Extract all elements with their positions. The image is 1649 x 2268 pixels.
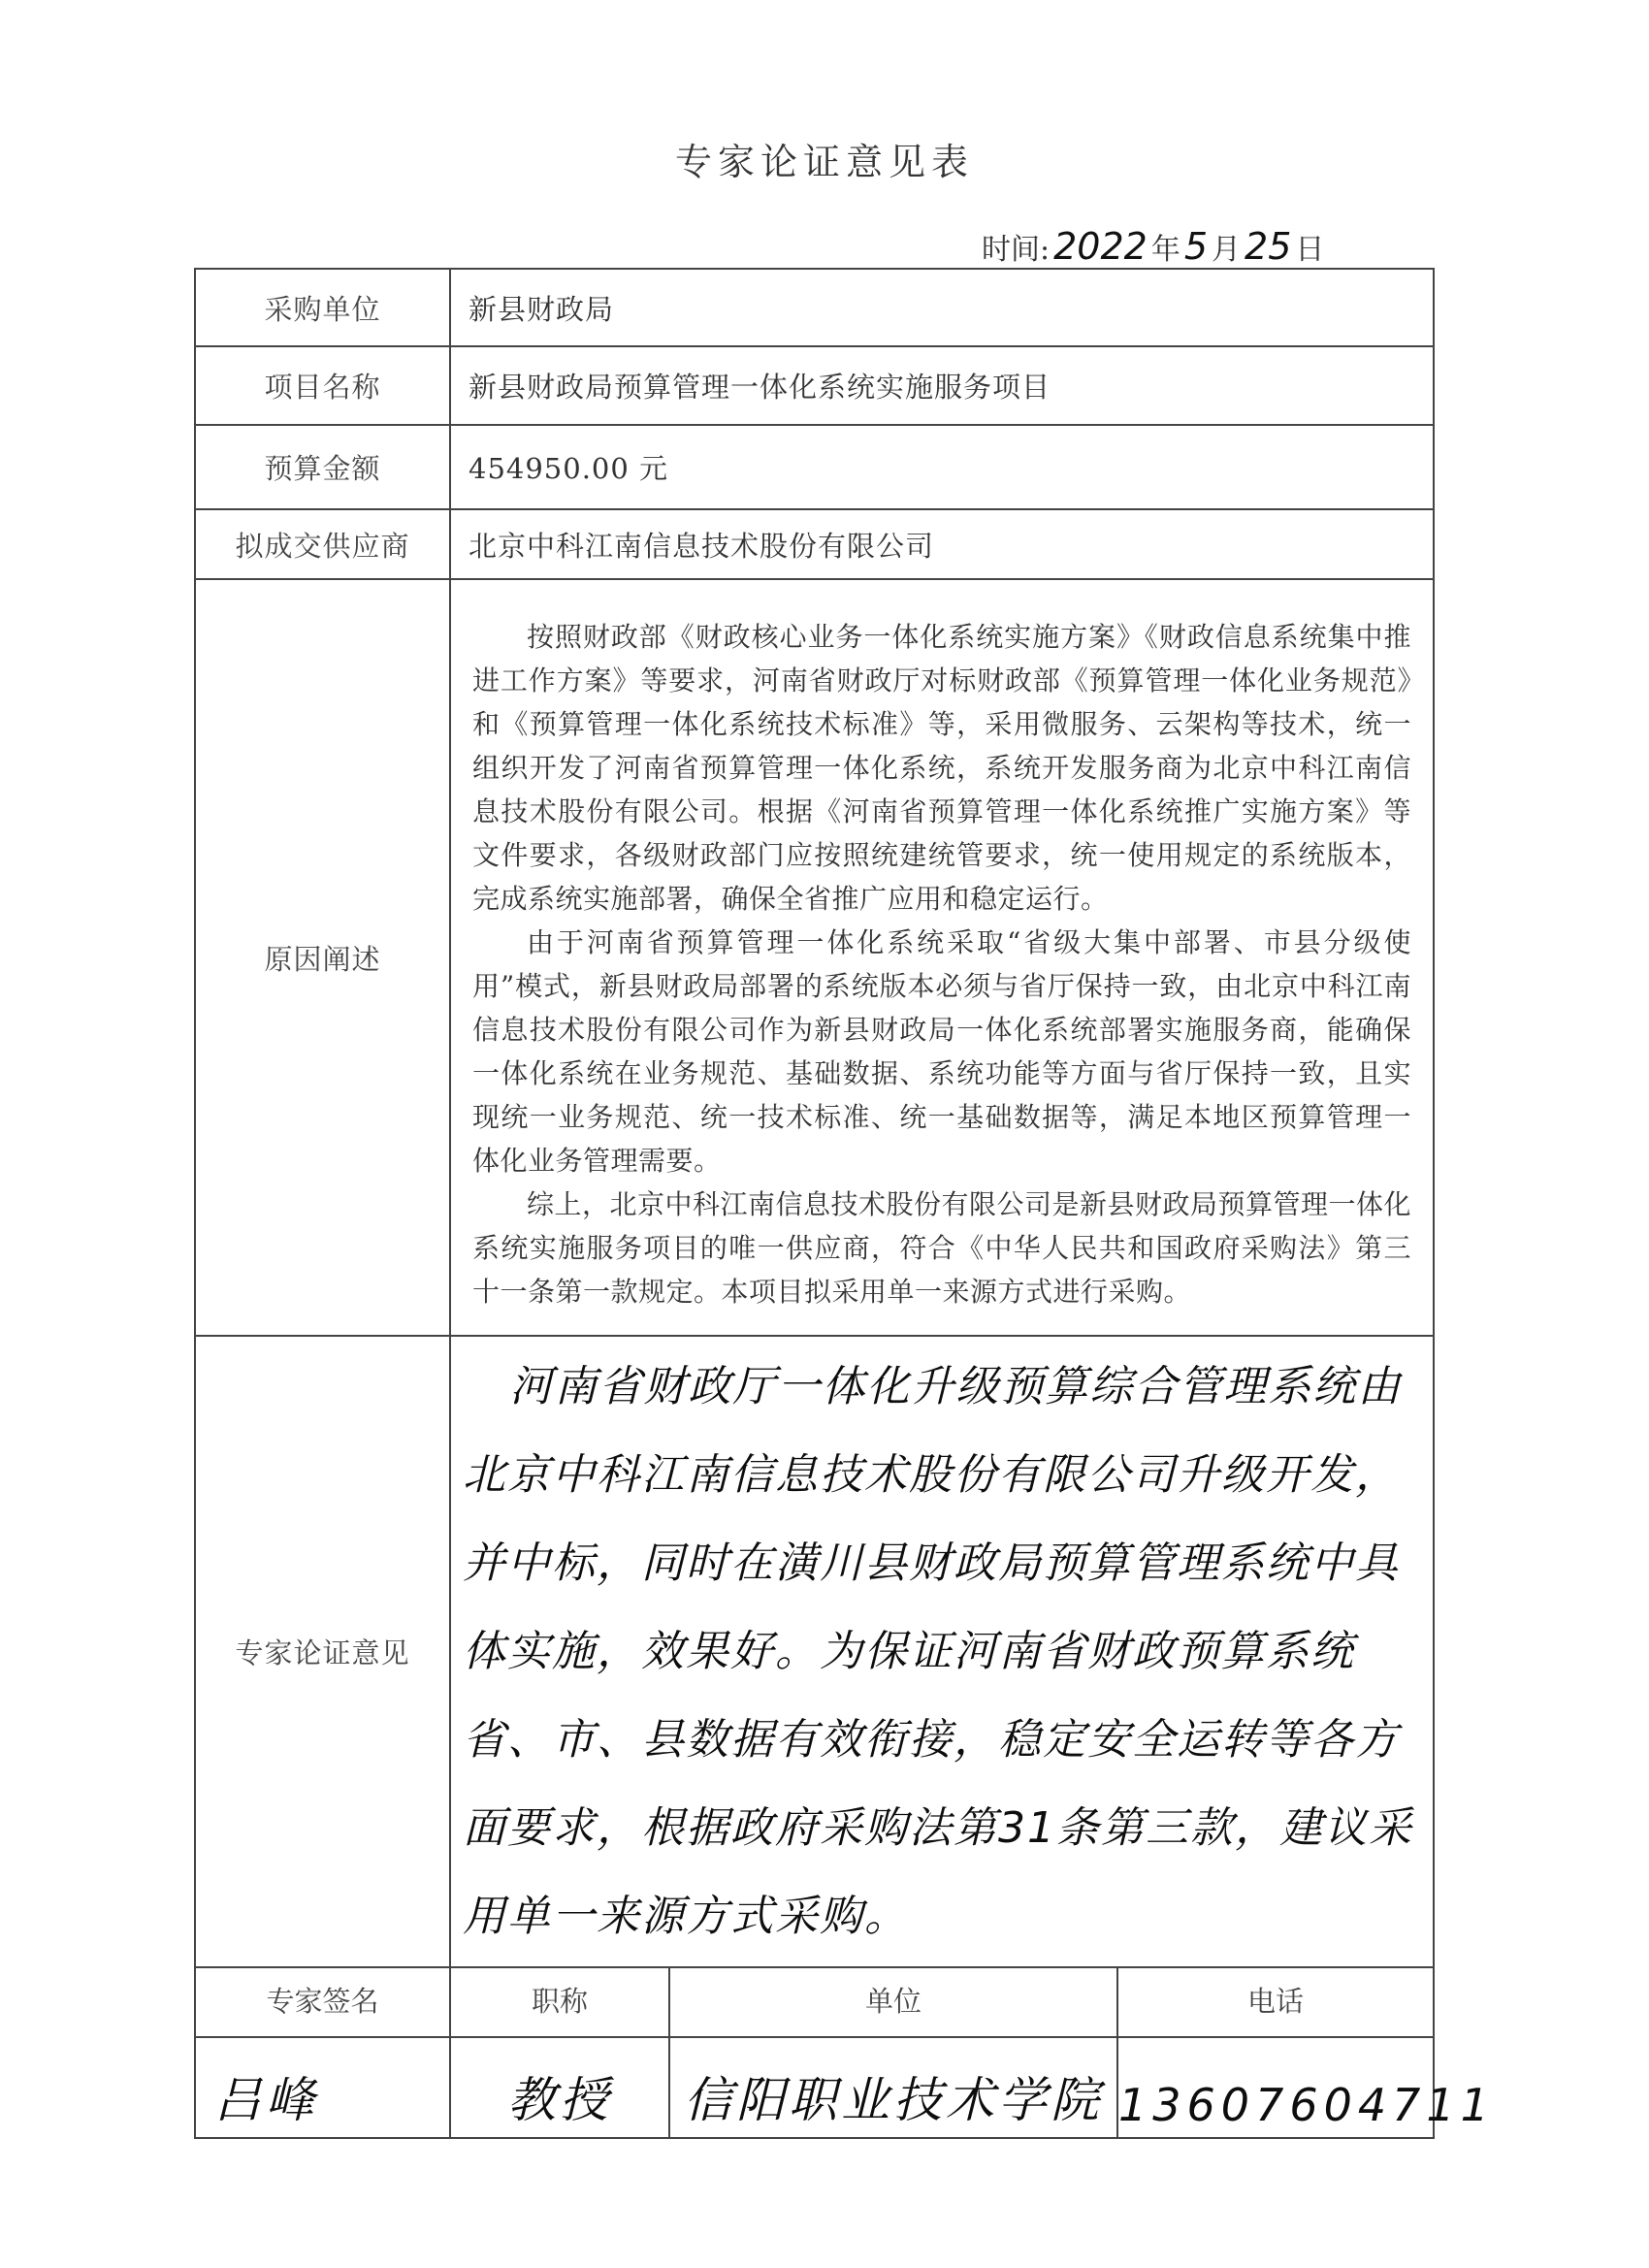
reason-paragraph-2: 由于河南省预算管理一体化系统采取“省级大集中部署、市县分级使用”模式，新县财政局部署的系统版本必须与省厅保持一致，由北京中科江南信息技术股份有限公司作为新县财政局一体化系统部署实施服务商，能确保一体化系统在业务规范、基础数据、系统功能等方面与省厅保持一致，且实现统一业务规范、统一技术标准、统一基础数据等，满足本地区预算管理一体化业务管理需要。 — [472, 926, 1411, 1177]
row-signature-values — [195, 2037, 1434, 2138]
date-year-unit: 年 — [1150, 233, 1180, 267]
reason-paragraph-3: 综上，北京中科江南信息技术股份有限公司是新县财政局预算管理一体化系统实施服务项目的唯一供应商，符合《中华人民共和国政府采购法》第三十一条第一款规定。本项目拟采用单一来源方式进行采购。 — [472, 1188, 1412, 1308]
expert-title: 教授 — [450, 2037, 669, 2138]
budget-value: 454950.00 元 — [450, 425, 1434, 509]
header-unit: 单位 — [669, 1967, 1117, 2037]
header-expert-name: 专家签名 — [195, 1967, 450, 2037]
expert-unit: 信阳职业技术学院 — [669, 2037, 1117, 2138]
opinion-label: 专家论证意见 — [195, 1336, 450, 1967]
row-budget — [195, 425, 1434, 509]
row-project — [195, 346, 1434, 425]
date-day-unit: 日 — [1295, 233, 1325, 267]
opinion-form-table — [194, 268, 1495, 2139]
reason-paragraph-1: 按照财政部《财政核心业务一体化系统实施方案》《财政信息系统集中推进工作方案》等要求，河南省财政厅对标财政部《预算管理一体化业务规范》和《预算管理一体化系统技术标准》等，采用微服务、云架构等技术，统一组织开发了河南省预算管理一体化系统，系统开发服务商为北京中科江南信息技术股份有限公司。根据《河南省预算管理一体化系统推广实施方案》等文件要求，各级财政部门应按照统建统管要求，统一使用规定的系统版本，完成系统实施部署，确保全省推广应用和稳定运行。 — [472, 621, 1411, 915]
row-opinion — [195, 1336, 1434, 1967]
date-line — [982, 225, 1324, 268]
expert-phone: 13607604711 — [1117, 2037, 1434, 2138]
opinion-handwritten-text — [450, 1336, 1434, 1967]
budget-label: 预算金额 — [195, 425, 450, 509]
project-label: 项目名称 — [195, 346, 450, 425]
header-phone: 电话 — [1117, 1967, 1434, 2037]
purchaser-label: 采购单位 — [195, 269, 450, 346]
purchaser-value: 新县财政局 — [450, 269, 1434, 346]
row-signature-headers — [195, 1967, 1434, 2037]
reason-text — [450, 579, 1434, 1336]
row-purchaser — [195, 269, 1434, 346]
opinion-paragraph: 河南省财政厅一体化升级预算综合管理系统由北京中科江南信息技术股份有限公司升级开发，并中标，同时在潢川县财政局预算管理系统中具体实施，效果好。为保证河南省财政预算系统省、市、县数据有效衔接，稳定安全运转等各方面要求，根据政府采购法第31条第三款，建议采用单一来源方式采购。 — [463, 1362, 1413, 1941]
supplier-value: 北京中科江南信息技术股份有限公司 — [450, 509, 1434, 579]
row-supplier — [195, 509, 1434, 579]
row-reason — [195, 579, 1434, 1336]
project-value: 新县财政局预算管理一体化系统实施服务项目 — [450, 346, 1434, 425]
date-day: 25 — [1245, 225, 1292, 268]
page-title: 专家论证意见表 — [674, 141, 974, 183]
date-year: 2022 — [1053, 225, 1148, 268]
date-label: 时间: — [982, 233, 1051, 267]
date-month-unit: 月 — [1212, 233, 1242, 267]
supplier-label: 拟成交供应商 — [195, 509, 450, 579]
header-title: 职称 — [450, 1967, 669, 2037]
date-month: 5 — [1183, 225, 1209, 268]
reason-label: 原因阐述 — [195, 579, 450, 1336]
expert-signature: 吕峰 — [195, 2037, 450, 2138]
